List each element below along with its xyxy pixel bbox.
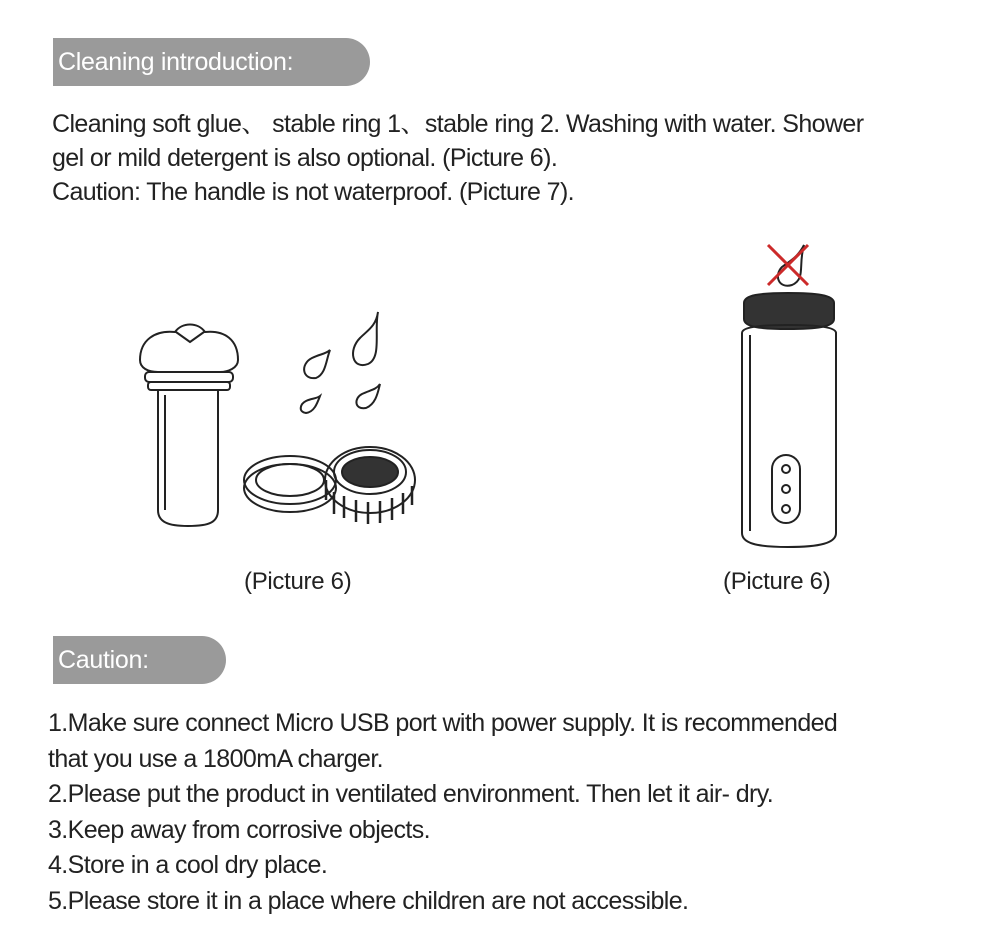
section-heading-caution <box>53 636 226 684</box>
stable-ring-2-icon <box>325 447 415 524</box>
cleaning-parts-illustration <box>120 300 420 540</box>
handle-not-waterproof-illustration <box>720 235 860 555</box>
caution-item: 2.Please put the product in ventilated environment. Then let it air- dry. <box>48 780 774 808</box>
water-drops-icon <box>301 312 380 413</box>
figure-caption-right: (Picture 6) <box>723 568 831 595</box>
handle-body-icon <box>742 293 836 547</box>
cleaning-line: Cleaning soft glue、 stable ring 1、stable ring 2. Washing with water. Shower <box>52 110 864 138</box>
cleaning-paragraph <box>52 107 997 209</box>
section-heading-caution-text: Caution: <box>58 646 149 674</box>
cleaning-line: Caution: The handle is not waterproof. (Picture 7). <box>52 178 575 206</box>
section-heading-cleaning <box>53 38 370 86</box>
caution-item: that you use a 1800mA charger. <box>48 744 384 773</box>
caution-item: 3.Keep away from corrosive objects. <box>48 815 430 844</box>
caution-item: 5.Please store it in a place where children are not accessible. <box>48 886 689 915</box>
cleaning-line: gel or mild detergent is also optional. (Picture 6). <box>52 144 558 172</box>
soft-glue-sleeve-icon <box>140 325 238 527</box>
stable-ring-1-icon <box>244 456 336 512</box>
prohibited-water-icon <box>768 245 808 286</box>
figure-caption-left: (Picture 6) <box>244 568 352 595</box>
caution-item: 4.Store in a cool dry place. <box>48 851 328 879</box>
section-heading-cleaning-text: Cleaning introduction: <box>58 48 294 76</box>
caution-item: 1.Make sure connect Micro USB port with power supply. It is recommended <box>48 709 838 737</box>
caution-list <box>48 706 837 919</box>
